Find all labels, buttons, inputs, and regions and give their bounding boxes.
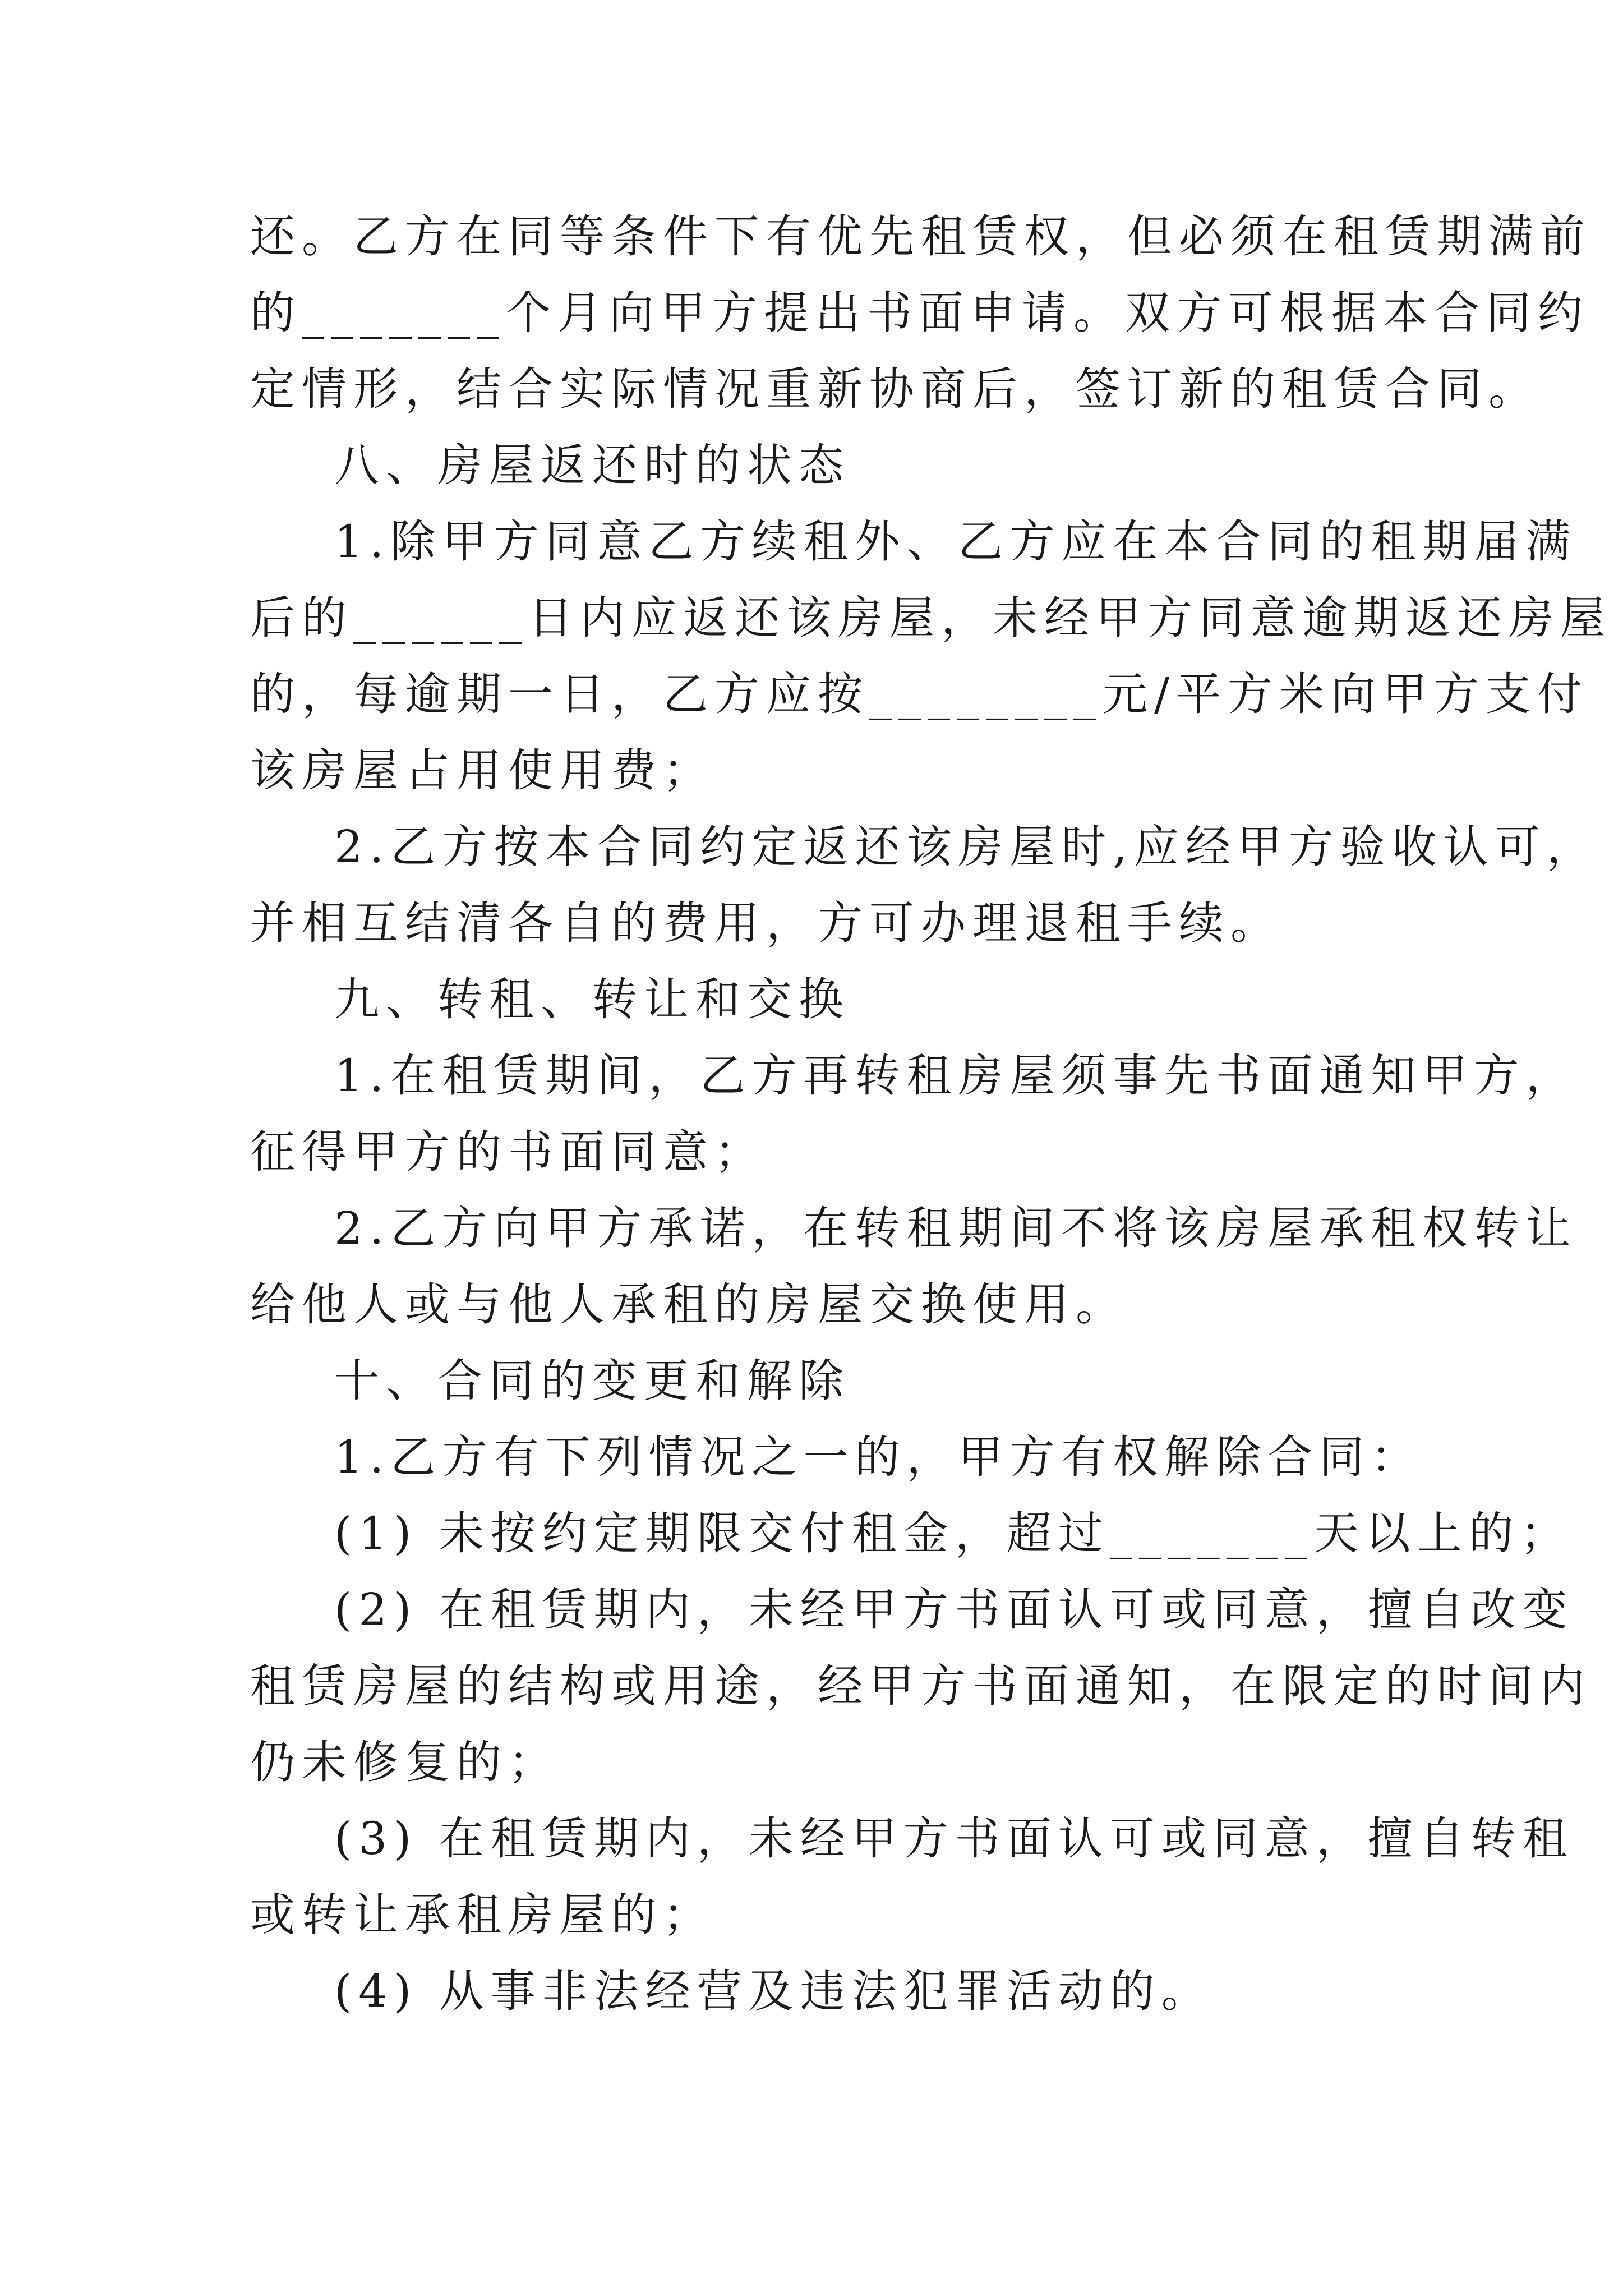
paragraph-line: 2.乙方向甲方承诺，在转租期间不将该房屋承租权转让 bbox=[334, 1202, 1578, 1254]
paragraph-line: 仍未修复的； bbox=[250, 1736, 560, 1788]
section-heading-10: 十、合同的变更和解除 bbox=[334, 1355, 850, 1407]
paragraph-line: 或转让承租房屋的； bbox=[250, 1889, 714, 1941]
paragraph-line: 后的______日内应返还该房屋，未经甲方同意逾期返还房屋 bbox=[250, 592, 1612, 644]
paragraph-line: 1.除甲方同意乙方续租外、乙方应在本合同的租期届满 bbox=[334, 516, 1578, 568]
paragraph-line: 的，每逾期一日，乙方应按________元/平方米向甲方支付 bbox=[250, 668, 1589, 720]
section-heading-9: 九、转租、转让和交换 bbox=[334, 973, 850, 1025]
paragraph-line: 还。乙方在同等条件下有优先租赁权，但必须在租赁期满前 bbox=[250, 210, 1592, 263]
section-heading-8: 八、房屋返还时的状态 bbox=[334, 439, 850, 491]
paragraph-line: 的_______个月向甲方提出书面申请。双方可根据本合同约 bbox=[250, 287, 1589, 339]
paragraph-line: 并相互结清各自的费用，方可办理退租手续。 bbox=[250, 897, 1282, 949]
list-item: (4) 从事非法经营及违法犯罪活动的。 bbox=[334, 1965, 1213, 2017]
paragraph-line: 租赁房屋的结构或用途，经甲方书面通知，在限定的时间内 bbox=[250, 1660, 1592, 1712]
paragraph-line: 1.乙方有下列情况之一的，甲方有权解除合同： bbox=[334, 1431, 1423, 1483]
paragraph-line: 1.在租赁期间，乙方再转租房屋须事先书面通知甲方， bbox=[334, 1050, 1578, 1102]
paragraph-line: 2.乙方按本合同约定返还该房屋时,应经甲方验收认可， bbox=[334, 821, 1598, 873]
paragraph-line: 征得甲方的书面同意； bbox=[250, 1126, 766, 1178]
list-item: (3) 在租赁期内，未经甲方书面认可或同意，擅自转租 bbox=[334, 1812, 1574, 1865]
paragraph-line: 该房屋占用使用费； bbox=[250, 744, 714, 797]
list-item: (1) 未按约定期限交付租金，超过_______天以上的； bbox=[334, 1507, 1572, 1559]
list-item: (2) 在租赁期内，未经甲方书面认可或同意，擅自改变 bbox=[334, 1584, 1574, 1636]
paragraph-line: 定情形，结合实际情况重新协商后，签订新的租赁合同。 bbox=[250, 363, 1540, 415]
paragraph-line: 给他人或与他人承租的房屋交换使用。 bbox=[250, 1278, 1127, 1331]
